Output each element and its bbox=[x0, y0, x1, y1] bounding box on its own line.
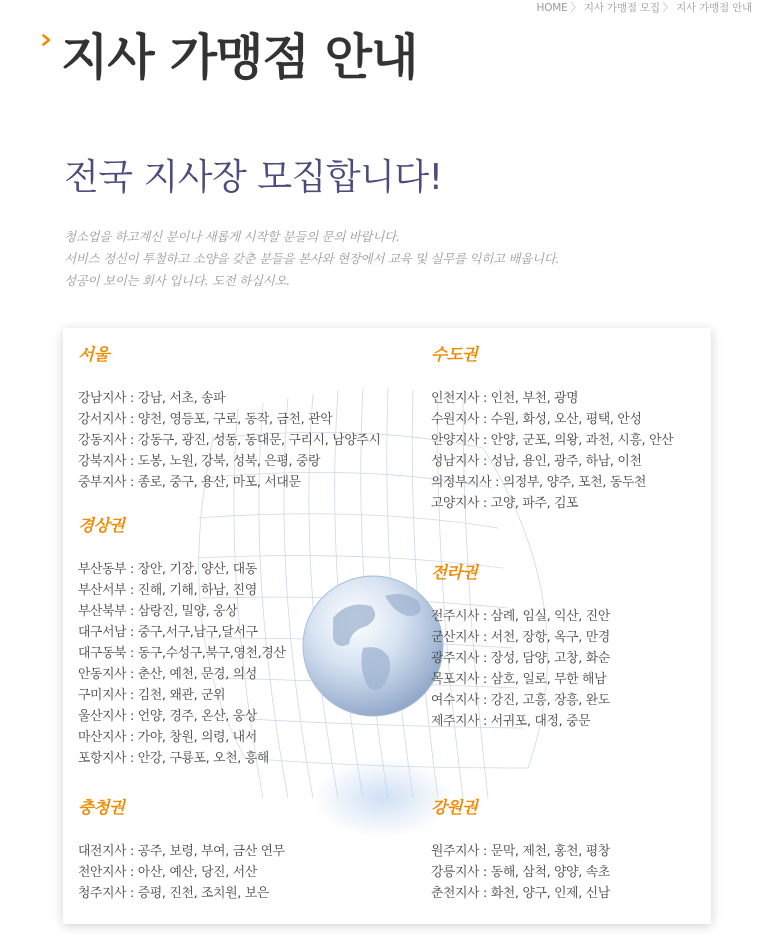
branch-map-panel bbox=[63, 328, 711, 924]
branch-item: 안동지사 : 춘산, 예천, 문경, 의성 bbox=[78, 667, 257, 682]
breadcrumb-current[interactable]: 지사 가맹점 안내 bbox=[676, 2, 752, 14]
branch-item: 제주지사 : 서귀포, 대정, 중문 bbox=[431, 714, 591, 729]
branch-item: 인천지사 : 인천, 부천, 광명 bbox=[431, 391, 579, 406]
region-title: 전라권 bbox=[431, 563, 478, 582]
breadcrumb bbox=[537, 0, 752, 15]
branch-item: 강북지사 : 도봉, 노원, 강북, 성북, 은평, 중랑 bbox=[78, 454, 321, 469]
region-title: 충청권 bbox=[78, 798, 125, 817]
branch-item: 천안지사 : 아산, 예산, 당진, 서산 bbox=[78, 865, 257, 880]
intro-line: 서비스 정신이 투철하고 소양을 갖춘 분들을 본사와 현장에서 교육 및 실무를 익히고 배웁니다. bbox=[64, 251, 560, 266]
branch-item: 청주지사 : 증평, 진천, 조치원, 보은 bbox=[78, 886, 269, 901]
branch-item: 대전지사 : 공주, 보령, 부여, 금산 연무 bbox=[78, 844, 285, 859]
recruit-headline: 전국 지사장 모집합니다! bbox=[64, 157, 443, 198]
branch-item: 부산서부 : 진해, 기해, 하남, 진영 bbox=[78, 583, 257, 598]
branch-item: 부산북부 : 삼랑진, 밀양, 웅상 bbox=[78, 604, 238, 619]
branch-item: 중부지사 : 종로, 중구, 용산, 마포, 서대문 bbox=[78, 475, 301, 490]
region-sudo bbox=[431, 344, 673, 514]
branch-list bbox=[78, 388, 381, 493]
branch-list bbox=[431, 841, 610, 904]
breadcrumb-home[interactable]: HOME bbox=[536, 2, 568, 14]
breadcrumb-recruit[interactable]: 지사 가맹점 모집 bbox=[583, 2, 660, 14]
region-gyeongsang bbox=[78, 515, 286, 769]
branch-item: 수원지사 : 수원, 화성, 오산, 평택, 안성 bbox=[431, 412, 642, 427]
branch-list bbox=[78, 841, 285, 904]
branch-item: 전주시사 : 삼례, 임실, 익산, 진안 bbox=[431, 609, 610, 624]
region-title: 경상권 bbox=[78, 516, 125, 535]
region-title: 강원권 bbox=[431, 798, 478, 817]
branch-item: 마산지사 : 가야, 창원, 의령, 내서 bbox=[78, 730, 257, 745]
branch-item: 강동지사 : 강동구, 광진, 성동, 동대문, 구리시, 남양주시 bbox=[78, 433, 381, 448]
branch-list bbox=[431, 606, 610, 732]
branch-item: 구미지사 : 김천, 왜관, 군위 bbox=[78, 688, 226, 703]
branch-item: 포항지사 : 안강, 구룡포, 오천, 흥해 bbox=[78, 751, 269, 766]
branch-list bbox=[78, 559, 286, 769]
branch-item: 고양지사 : 고양, 파주, 김포 bbox=[431, 496, 579, 511]
intro-text bbox=[64, 226, 559, 292]
page-title: 지사 가맹점 안내 bbox=[61, 29, 418, 86]
branch-item: 강남지사 : 강남, 서초, 송파 bbox=[78, 391, 226, 406]
branch-item: 안양지사 : 안양, 군포, 의왕, 과천, 시흥, 안산 bbox=[431, 433, 674, 448]
branch-item: 원주지사 : 문막, 제천, 홍천, 평창 bbox=[431, 844, 610, 859]
branch-item: 울산지사 : 언양, 경주, 온산, 웅상 bbox=[78, 709, 257, 724]
branch-item: 목포지사 : 삼호, 일로, 무한 해남 bbox=[431, 672, 607, 687]
branch-item: 대구동북 : 동구,수성구,북구,영천,경산 bbox=[78, 646, 286, 661]
branch-item: 여수지사 : 강진, 고흥, 장흥, 완도 bbox=[431, 693, 610, 708]
branch-item: 성남지사 : 성남, 용인, 광주, 하남, 이천 bbox=[431, 454, 642, 469]
breadcrumb-separator: 〉 bbox=[570, 2, 581, 14]
region-title: 서울 bbox=[78, 345, 109, 364]
branch-item: 광주지사 : 장성, 담양, 고창, 화순 bbox=[431, 651, 610, 666]
branch-item: 부산동부 : 장안, 기장, 양산, 대동 bbox=[78, 562, 257, 577]
region-gangwon bbox=[431, 797, 610, 904]
region-title: 수도권 bbox=[431, 345, 478, 364]
region-seoul bbox=[78, 344, 381, 493]
branch-item: 강서지사 : 양천, 영등포, 구로, 동작, 금천, 관악 bbox=[78, 412, 333, 427]
branch-list bbox=[431, 388, 673, 514]
branch-item: 군산지사 : 서천, 장항, 옥구, 만경 bbox=[431, 630, 610, 645]
region-jeolla bbox=[431, 562, 610, 732]
intro-line: 성공이 보이는 회사 입니다. 도전 하십시오. bbox=[64, 273, 290, 288]
branch-item: 대구서남 : 중구,서구,남구,달서구 bbox=[78, 625, 258, 640]
branch-item: 강릉지사 : 동해, 삼척, 양양, 속초 bbox=[431, 865, 610, 880]
intro-line: 청소업을 하고계신 분이나 새롭게 시작할 분들의 문의 바랍니다. bbox=[64, 229, 400, 244]
region-chungcheong bbox=[78, 797, 285, 904]
chevron-right-icon bbox=[42, 34, 51, 46]
breadcrumb-separator: 〉 bbox=[662, 2, 674, 14]
branch-item: 의정부지사 : 의정부, 양주, 포천, 동두천 bbox=[431, 475, 647, 490]
branch-item: 춘천지사 : 화천, 양구, 인제, 신남 bbox=[431, 886, 610, 901]
